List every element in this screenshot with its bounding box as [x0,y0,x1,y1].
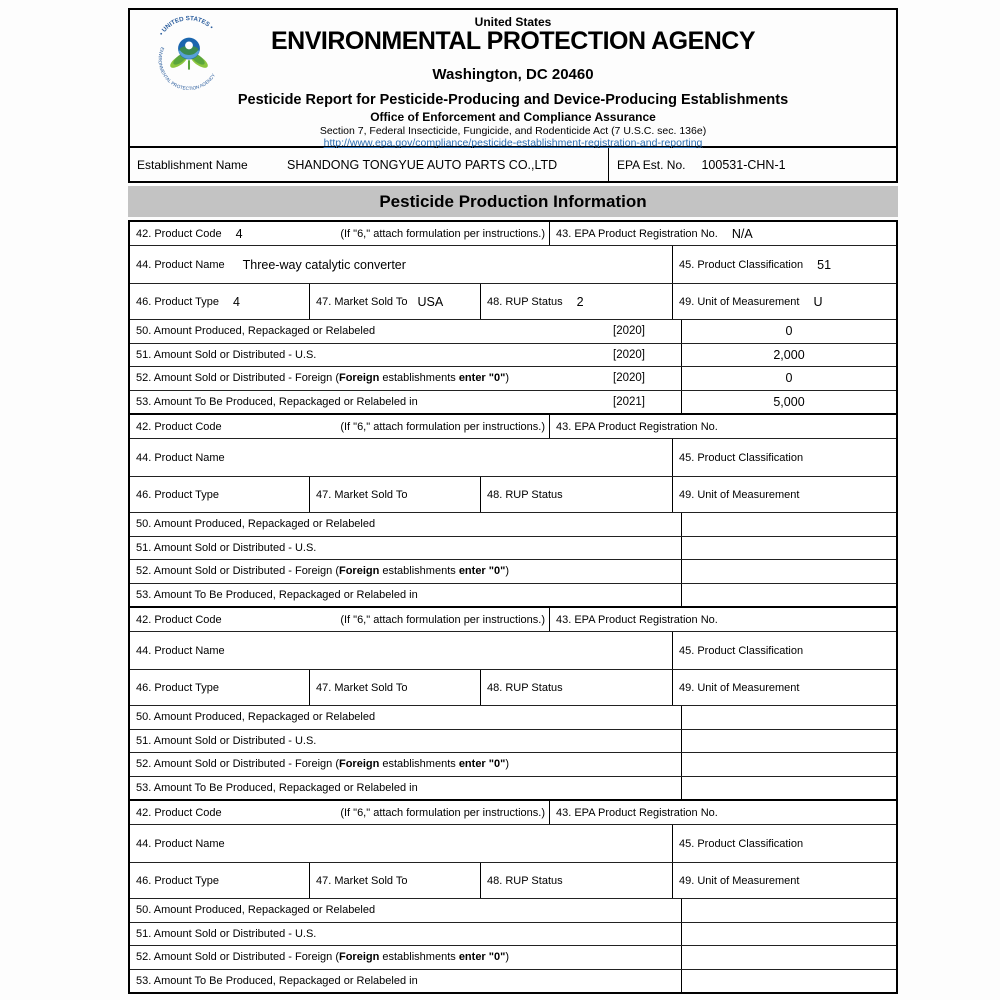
field-50-value: 0 [681,320,896,343]
field-43-epa-reg-no [550,415,896,438]
establishment-name-label: Establishment Name [137,157,248,172]
epa-seal-icon [150,15,228,93]
field-49-label: 49. Unit of Measurement [679,874,800,887]
field-51-label-cell [130,537,681,560]
product-block-3 [128,606,898,801]
field-51-value: 2,000 [681,344,896,367]
row-44-45 [130,439,896,477]
field-47-label: 47. Market Sold To [316,874,408,887]
header-office: Office of Enforcement and Compliance Assurance [370,110,656,124]
field-48-label: 48. RUP Status [487,295,563,308]
field-45-product-classification [673,439,896,476]
field-53-label: 53. Amount To Be Produced, Repackaged or Relabeled in [136,588,418,601]
product-block-4 [128,799,898,994]
pesticide-report-form [128,8,898,994]
field-50-label: 50. Amount Produced, Repackaged or Relabeled [136,325,376,338]
field-44-product-name [130,825,673,862]
field-46-label: 46. Product Type [136,488,219,501]
field-43-label: 43. EPA Product Registration No. [556,420,718,433]
field-44-label: 44. Product Name [136,451,225,464]
field-52-label-cell [130,367,681,390]
row-51-amount-sold-us [130,344,896,368]
field-45-label: 45. Product Classification [679,258,804,271]
field-42-label: 42. Product Code [136,613,222,626]
field-49-unit-of-measurement [673,863,896,898]
field-45-product-classification [673,825,896,862]
field-50-value [681,706,896,729]
row-50-amount-produced [130,899,896,923]
field-53-label-cell [130,391,681,414]
field-44-label: 44. Product Name [136,258,225,271]
field-45-value: 51 [817,257,832,272]
row-44-45 [130,246,896,284]
field-51-value [681,730,896,753]
field-53-value: 5,000 [681,391,896,414]
field-47-label: 47. Market Sold To [316,295,408,308]
field-42-value: 4 [235,226,243,241]
row-42-43 [130,801,896,825]
field-46-label: 46. Product Type [136,295,219,308]
field-51-label-cell [130,344,681,367]
row-42-43 [130,415,896,439]
row-42-43 [130,222,896,246]
row-52-amount-sold-foreign [130,753,896,777]
field-48-rup-status [481,670,673,705]
epa-est-no-value: 100531-CHN-1 [701,157,786,172]
svg-text:• UNITED STATES •: • UNITED STATES • [158,15,215,37]
field-53-value [681,970,896,993]
row-42-43 [130,608,896,632]
field-46-product-type [130,863,310,898]
field-50-label: 50. Amount Produced, Repackaged or Relabeled [136,711,376,724]
establishment-name-cell [130,148,609,181]
establishment-row [128,148,898,183]
field-46-product-type [130,670,310,705]
field-48-rup-status [481,863,673,898]
field-43-value: N/A [731,226,753,241]
field-52-label: 52. Amount Sold or Distributed - Foreign (Foreign establishments enter "0") [136,565,509,578]
field-43-epa-reg-no [550,222,896,245]
field-42-label: 42. Product Code [136,227,222,240]
section-title-bar [128,186,898,217]
row-53-amount-to-be-produced [130,970,896,993]
field-53-label: 53. Amount To Be Produced, Repackaged or Relabeled in [136,974,418,987]
field-47-market-sold-to [310,284,481,319]
field-49-unit-of-measurement [673,284,896,319]
field-44-product-name [130,632,673,669]
header-statute: Section 7, Federal Insecticide, Fungicide, and Rodenticide Act (7 U.S.C. sec. 136e) [319,125,707,137]
row-51-amount-sold-us [130,537,896,561]
header-country: United States [474,15,552,29]
field-52-year: [2020] [613,372,645,385]
row-52-amount-sold-foreign [130,560,896,584]
field-42-note: (If "6," attach formulation per instructions.) [340,613,545,626]
field-53-label-cell [130,777,681,800]
header-address: Washington, DC 20460 [432,66,594,83]
row-46-49 [130,477,896,513]
field-51-label: 51. Amount Sold or Distributed - U.S. [136,927,317,940]
field-52-value [681,946,896,969]
svg-text:ENVIRONMENTAL PROTECTION AGENC: ENVIRONMENTAL PROTECTION AGENCY [157,46,217,92]
field-43-label: 43. EPA Product Registration No. [556,613,718,626]
field-52-label: 52. Amount Sold or Distributed - Foreign (Foreign establishments enter "0") [136,372,509,385]
row-46-49 [130,670,896,706]
field-53-label: 53. Amount To Be Produced, Repackaged or Relabeled in [136,781,418,794]
field-52-label-cell [130,560,681,583]
section-title: Pesticide Production Information [379,191,647,211]
field-50-label: 50. Amount Produced, Repackaged or Relabeled [136,904,376,917]
row-46-49 [130,863,896,899]
row-50-amount-produced [130,706,896,730]
field-42-note: (If "6," attach formulation per instructions.) [340,420,545,433]
field-48-value: 2 [576,294,584,309]
field-52-value: 0 [681,367,896,390]
report-title: Pesticide Report for Pesticide-Producing and Device-Producing Establishments [237,92,789,108]
field-46-product-type [130,284,310,319]
product-block-1 [128,220,898,415]
field-53-label-cell [130,584,681,607]
field-50-label-cell [130,320,681,343]
field-42-product-code [130,801,550,824]
field-51-year: [2020] [613,348,645,361]
field-43-epa-reg-no [550,608,896,631]
field-53-label-cell [130,970,681,993]
field-51-label-cell [130,923,681,946]
field-52-label-cell [130,946,681,969]
field-45-label: 45. Product Classification [679,837,804,850]
field-42-label: 42. Product Code [136,420,222,433]
field-48-rup-status [481,477,673,512]
field-46-value: 4 [232,294,240,309]
field-53-year: [2021] [613,395,645,408]
epa-compliance-link[interactable]: http://www.epa.gov/compliance/pesticide-establishment-registration-and-reporting [323,137,703,149]
field-42-label: 42. Product Code [136,806,222,819]
field-44-product-name [130,246,673,283]
field-52-value [681,753,896,776]
field-47-label: 47. Market Sold To [316,681,408,694]
field-50-year: [2020] [613,325,645,338]
field-48-label: 48. RUP Status [487,488,563,501]
field-51-label: 51. Amount Sold or Distributed - U.S. [136,348,317,361]
row-44-45 [130,825,896,863]
field-51-label: 51. Amount Sold or Distributed - U.S. [136,734,317,747]
field-47-label: 47. Market Sold To [316,488,408,501]
field-49-unit-of-measurement [673,477,896,512]
field-52-label: 52. Amount Sold or Distributed - Foreign (Foreign establishments enter "0") [136,758,509,771]
field-50-label-cell [130,899,681,922]
field-49-unit-of-measurement [673,670,896,705]
row-53-amount-to-be-produced [130,584,896,607]
field-45-product-classification [673,246,896,283]
field-44-product-name [130,439,673,476]
form-header [128,8,898,148]
product-block-2 [128,413,898,608]
field-45-label: 45. Product Classification [679,644,804,657]
field-45-product-classification [673,632,896,669]
field-48-label: 48. RUP Status [487,874,563,887]
field-43-epa-reg-no [550,801,896,824]
field-47-market-sold-to [310,863,481,898]
field-52-label: 52. Amount Sold or Distributed - Foreign (Foreign establishments enter "0") [136,951,509,964]
field-48-label: 48. RUP Status [487,681,563,694]
field-46-label: 46. Product Type [136,681,219,694]
field-42-note: (If "6," attach formulation per instructions.) [340,806,545,819]
row-50-amount-produced [130,320,896,344]
field-46-product-type [130,477,310,512]
field-50-value [681,899,896,922]
row-52-amount-sold-foreign [130,946,896,970]
field-44-value: Three-way catalytic converter [242,257,406,272]
field-53-value [681,777,896,800]
field-44-label: 44. Product Name [136,644,225,657]
field-52-label-cell [130,753,681,776]
field-43-label: 43. EPA Product Registration No. [556,227,718,240]
field-50-value [681,513,896,536]
row-53-amount-to-be-produced [130,777,896,800]
field-47-value: USA [417,294,444,309]
field-48-rup-status [481,284,673,319]
field-52-value [681,560,896,583]
field-43-label: 43. EPA Product Registration No. [556,806,718,819]
field-47-market-sold-to [310,477,481,512]
field-49-label: 49. Unit of Measurement [679,488,800,501]
field-47-market-sold-to [310,670,481,705]
field-51-label-cell [130,730,681,753]
header-url-line [130,137,896,149]
field-51-value [681,923,896,946]
field-49-value: U [813,294,823,309]
field-51-label: 51. Amount Sold or Distributed - U.S. [136,541,317,554]
product-blocks [128,220,898,994]
field-44-label: 44. Product Name [136,837,225,850]
row-50-amount-produced [130,513,896,537]
field-53-label: 53. Amount To Be Produced, Repackaged or Relabeled in [136,395,418,408]
field-50-label: 50. Amount Produced, Repackaged or Relabeled [136,518,376,531]
field-51-value [681,537,896,560]
row-46-49 [130,284,896,320]
row-51-amount-sold-us [130,730,896,754]
row-44-45 [130,632,896,670]
row-53-amount-to-be-produced [130,391,896,414]
field-53-value [681,584,896,607]
row-51-amount-sold-us [130,923,896,947]
header-agency-title: ENVIRONMENTAL PROTECTION AGENCY [270,27,756,55]
field-42-product-code [130,608,550,631]
field-42-note: (If "6," attach formulation per instructions.) [340,227,545,240]
field-42-product-code [130,222,550,245]
field-46-label: 46. Product Type [136,874,219,887]
epa-est-no-cell [609,148,896,181]
epa-est-no-label: EPA Est. No. [617,157,686,172]
row-52-amount-sold-foreign [130,367,896,391]
field-45-label: 45. Product Classification [679,451,804,464]
establishment-name-value: SHANDONG TONGYUE AUTO PARTS CO.,LTD [287,157,558,172]
field-42-product-code [130,415,550,438]
field-49-label: 49. Unit of Measurement [679,295,800,308]
field-50-label-cell [130,513,681,536]
field-49-label: 49. Unit of Measurement [679,681,800,694]
field-50-label-cell [130,706,681,729]
